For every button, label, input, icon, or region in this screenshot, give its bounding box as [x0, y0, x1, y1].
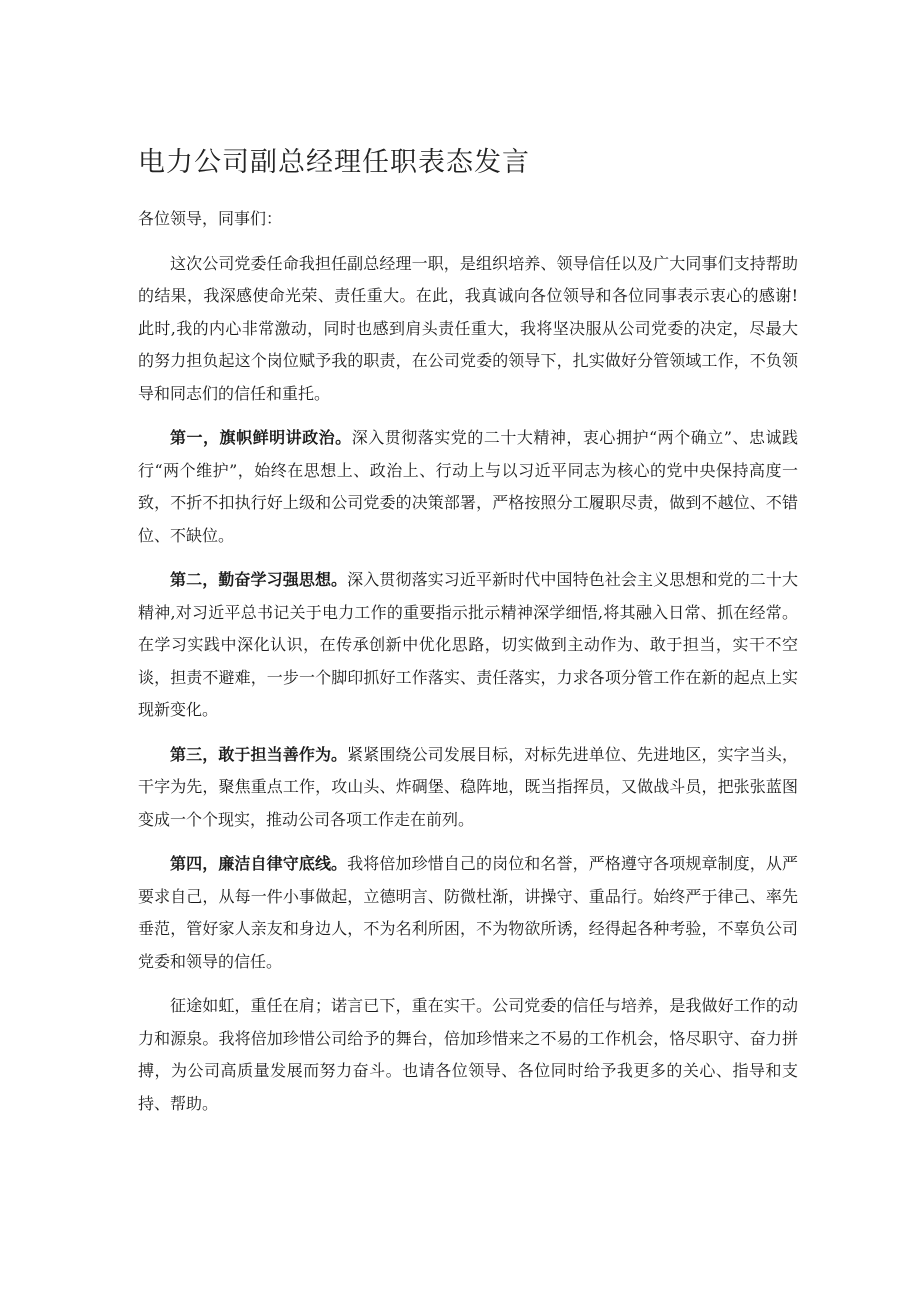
point-body: 深入贯彻落实习近平新时代中国特色社会主义思想和党的二十大精神,对习近平总书记关于电力工作的重要指示批示精神深学细悟,将其融入日常、抓在经常。在学习实践中深化认识，在传承创新中优化思路，切实做到主动作为、敢于担当，实干不空谈，担责不避难，一步一个脚印抓好工作落实、责任落实，力求各项分管工作在新的起点上实现新变化。 [138, 570, 798, 719]
point-body: 紧紧围绕公司发展目标，对标先进单位、先进地区，实字当头，干字为先，聚焦重点工作，攻山头、炸碉堡、稳阵地，既当指挥员，又做战斗员，把张张蓝图变成一个个现实，推动公司各项工作走在前列。 [138, 744, 798, 829]
point-paragraph-1 [138, 422, 798, 552]
point-paragraph-2 [138, 564, 798, 727]
point-paragraph-3 [138, 739, 798, 837]
point-body: 我将倍加珍惜自己的岗位和名誉，严格遵守各项规章制度，从严要求自己，从每一件小事做起，立德明言、防微杜渐，讲操守、重品行。始终严于律己、率先垂范，管好家人亲友和身边人，不为名利所困，不为物欲所诱，经得起各种考验，不辜负公司党委和领导的信任。 [138, 854, 798, 971]
point-body: 深入贯彻落实党的二十大精神，衷心拥护“两个确立”、忠诚践行“两个维护”，始终在思想上、政治上、行动上与以习近平同志为核心的党中央保持高度一致，不折不扣执行好上级和公司党委的决策部署，严格按照分工履职尽责，做到不越位、不错位、不缺位。 [138, 428, 798, 545]
point-lead: 第三，敢于担当善作为。 [170, 744, 348, 764]
document-page [138, 140, 798, 1132]
point-lead: 第一，旗帜鲜明讲政治。 [170, 428, 352, 447]
greeting: 各位领导，同事们： [138, 209, 283, 228]
closing-paragraph: 征途如虹，重任在肩；诺言已下，重在实干。公司党委的信任与培养，是我做好工作的动力和源泉。我将倍加珍惜公司给予的舞台，倍加珍惜来之不易的工作机会，恪尽职守、奋力拼搏，为公司高质量发展而努力奋斗。也请各位领导、各位同时给予我更多的关心、指导和支持、帮助。 [138, 996, 798, 1113]
intro-paragraph: 这次公司党委任命我担任副总经理一职，是组织培养、领导信任以及广大同事们支持帮助的结果，我深感使命光荣、责任重大。在此，我真诚向各位领导和各位同事表示衷心的感谢!此时,我的内心非常激动，同时也感到肩头责任重大，我将坚决服从公司党委的决定，尽最大的努力担负起这个岗位赋予我的职责，在公司党委的领导下，扎实做好分管领域工作，不负领导和同志们的信任和重托。 [138, 253, 798, 403]
document-title: 电力公司副总经理任职表态发言 [138, 147, 530, 178]
point-lead: 第二，勤奋学习强思想。 [170, 570, 348, 589]
point-lead: 第四，廉洁自律守底线。 [170, 854, 348, 873]
point-paragraph-4 [138, 848, 798, 978]
